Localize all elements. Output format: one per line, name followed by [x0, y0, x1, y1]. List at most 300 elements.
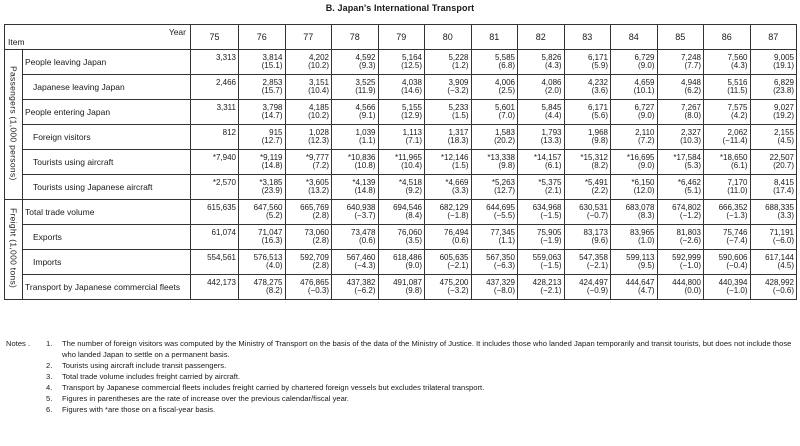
note-text: Tourists using aircraft include transit passengers. — [62, 361, 227, 370]
data-cell — [611, 150, 658, 175]
cell-change: (8.2) — [266, 286, 283, 295]
cell-value: 599,113 — [626, 253, 655, 262]
data-cell — [657, 225, 704, 250]
cell-change: (9.0) — [638, 111, 655, 120]
row-label: Transport by Japanese commercial fleets — [23, 275, 191, 300]
cell-value: 7,248 — [680, 53, 701, 62]
cell-value: 1,583 — [494, 128, 515, 137]
cell-change: (1.5) — [452, 161, 469, 170]
table-title: B. Japan's International Transport — [325, 3, 475, 13]
data-cell — [564, 50, 611, 75]
cell-value: *5,375 — [538, 178, 562, 187]
cell-change: (9.0) — [405, 261, 422, 270]
cell-change: (8.3) — [638, 211, 655, 220]
data-cell — [285, 225, 332, 250]
data-cell — [750, 75, 797, 100]
data-cell — [611, 125, 658, 150]
cell-change: (5.3) — [684, 161, 701, 170]
data-cell — [471, 225, 518, 250]
cell-value: 6,171 — [587, 103, 608, 112]
cell-change: (12.7) — [261, 136, 283, 145]
cell-value: 7,267 — [680, 103, 701, 112]
cell-value: 4,592 — [355, 53, 376, 62]
cell-value: *6,150 — [631, 178, 655, 187]
cell-change — [193, 137, 236, 145]
cell-value: 428,992 — [765, 278, 794, 287]
cell-value: 634,968 — [532, 203, 562, 212]
cell-value: 2,155 — [773, 128, 794, 137]
cell-change: (−1.3) — [726, 211, 748, 220]
data-cell — [611, 200, 658, 225]
cell-change: (12.5) — [401, 61, 422, 70]
cell-change: (2.0) — [545, 86, 562, 95]
data-cell — [611, 75, 658, 100]
cell-value: 476,865 — [300, 278, 329, 287]
year-header: 87 — [750, 25, 797, 50]
cell-value: 617,144 — [765, 253, 794, 262]
cell-value: 5,164 — [401, 53, 422, 62]
cell-change: (6.1) — [545, 161, 562, 170]
cell-change: (−3.2) — [447, 86, 469, 95]
data-cell — [518, 50, 565, 75]
data-cell — [471, 175, 518, 200]
data-cell — [518, 275, 565, 300]
data-cell — [518, 125, 565, 150]
cell-change: (−1.0) — [726, 286, 748, 295]
cell-value: 440,394 — [718, 278, 748, 287]
year-header: 85 — [657, 25, 704, 50]
year-header: 80 — [425, 25, 472, 50]
cell-change — [193, 262, 236, 270]
cell-value: 4,086 — [541, 78, 562, 87]
cell-change: (9.8) — [591, 136, 608, 145]
cell-value: 559,063 — [532, 253, 562, 262]
cell-change — [193, 287, 236, 295]
data-cell — [750, 225, 797, 250]
year-header: 77 — [285, 25, 332, 50]
cell-change: (1.5) — [452, 111, 469, 120]
table-row — [5, 100, 797, 125]
notes-heading — [6, 404, 46, 415]
data-cell — [285, 50, 332, 75]
data-cell — [518, 200, 565, 225]
cell-change: (10.2) — [308, 111, 329, 120]
notes-heading: Notes . — [6, 339, 31, 348]
cell-change: (17.4) — [773, 186, 794, 195]
data-cell — [471, 100, 518, 125]
table-row — [5, 50, 797, 75]
data-cell — [191, 225, 239, 250]
cell-change: (9.1) — [359, 111, 376, 120]
cell-change: (20.2) — [494, 136, 515, 145]
cell-change: (7.2) — [312, 161, 329, 170]
cell-value: 5,228 — [448, 53, 469, 62]
cell-change: (10.8) — [354, 161, 376, 170]
cell-value: 4,232 — [587, 78, 608, 87]
cell-change: (10.4) — [308, 86, 329, 95]
note-number: 1. — [46, 339, 53, 348]
data-cell — [750, 50, 797, 75]
cell-value: *2,570 — [212, 178, 236, 187]
cell-value: 4,566 — [355, 103, 376, 112]
data-cell — [285, 200, 332, 225]
data-cell — [471, 200, 518, 225]
year-header: 76 — [239, 25, 286, 50]
cell-change: (−0.6) — [772, 286, 794, 295]
cell-change: (9.0) — [638, 161, 655, 170]
cell-value: 1,793 — [541, 128, 562, 137]
cell-value: 688,335 — [765, 203, 794, 212]
data-cell — [657, 250, 704, 275]
data-cell — [750, 175, 797, 200]
cell-value: 2,110 — [635, 128, 655, 137]
cell-change: (2.1) — [545, 186, 562, 195]
cell-change: (9.0) — [638, 61, 655, 70]
cell-value: *12,146 — [440, 153, 469, 162]
note-item — [6, 371, 796, 382]
table-row — [5, 75, 797, 100]
cell-change: (2.2) — [591, 186, 608, 195]
data-cell — [285, 125, 332, 150]
cell-value: *6,462 — [677, 178, 701, 187]
cell-change: (9.8) — [498, 161, 515, 170]
data-cell — [657, 175, 704, 200]
cell-change: (10.3) — [680, 136, 701, 145]
cell-value: 444,647 — [625, 278, 655, 287]
cell-value: 618,486 — [393, 253, 422, 262]
data-cell — [425, 75, 472, 100]
cell-value: 2,062 — [727, 128, 748, 137]
data-cell — [704, 75, 751, 100]
data-cell — [518, 225, 565, 250]
table-row — [5, 125, 797, 150]
cell-value: 3,151 — [308, 78, 329, 87]
header-row — [5, 25, 797, 50]
note-item — [6, 360, 796, 371]
cell-change: (2.8) — [312, 261, 329, 270]
data-cell — [657, 100, 704, 125]
year-label: Year — [168, 27, 186, 37]
data-cell — [332, 100, 379, 125]
cell-value: 6,829 — [773, 78, 794, 87]
cell-value: 5,233 — [448, 103, 469, 112]
table-row — [5, 275, 797, 300]
cell-value: 3,311 — [216, 103, 236, 112]
year-header: 83 — [564, 25, 611, 50]
cell-change: (13.3) — [540, 136, 562, 145]
data-cell — [704, 125, 751, 150]
cell-change: (12.3) — [308, 136, 329, 145]
cell-change: (2.8) — [312, 211, 329, 220]
cell-change: (0.6) — [452, 236, 469, 245]
data-cell — [378, 250, 425, 275]
data-cell — [191, 275, 239, 300]
cell-value: 77,345 — [490, 228, 515, 237]
cell-value: 5,601 — [494, 103, 515, 112]
cell-value: 2,327 — [680, 128, 701, 137]
cell-change: (−1.5) — [540, 261, 562, 270]
section-label-cell — [5, 200, 23, 300]
cell-change: (14.7) — [261, 111, 283, 120]
cell-change: (3.3) — [777, 211, 794, 220]
cell-change: (13.2) — [308, 186, 329, 195]
cell-change: (−3.2) — [447, 286, 469, 295]
table-row — [5, 175, 797, 200]
row-label: Japanese leaving Japan — [23, 75, 191, 100]
data-cell — [564, 100, 611, 125]
cell-value: 554,561 — [207, 253, 236, 262]
cell-change: (−7.4) — [726, 236, 748, 245]
data-cell — [657, 150, 704, 175]
cell-value: 7,575 — [727, 103, 748, 112]
cell-change: (18.3) — [447, 136, 469, 145]
data-cell — [332, 125, 379, 150]
data-cell — [750, 100, 797, 125]
cell-change: (14.8) — [354, 186, 376, 195]
row-label: People entering Japan — [23, 100, 191, 125]
data-cell — [191, 75, 239, 100]
cell-change: (−1.8) — [447, 211, 469, 220]
cell-value: *9,119 — [259, 153, 283, 162]
data-cell — [191, 150, 239, 175]
year-header: 84 — [611, 25, 658, 50]
data-cell — [611, 225, 658, 250]
data-cell — [191, 200, 239, 225]
cell-value: 7,560 — [727, 53, 748, 62]
cell-change: (9.6) — [591, 236, 608, 245]
cell-change: (20.7) — [773, 161, 794, 170]
data-cell — [378, 50, 425, 75]
cell-value: 5,845 — [541, 103, 562, 112]
data-cell — [285, 275, 332, 300]
data-cell — [657, 50, 704, 75]
cell-value: 22,507 — [769, 153, 794, 162]
cell-value: *14,157 — [533, 153, 562, 162]
cell-value: 666,352 — [718, 203, 748, 212]
cell-change: (3.5) — [405, 236, 422, 245]
cell-change: (4.3) — [545, 61, 562, 70]
cell-value: 5,516 — [727, 78, 748, 87]
cell-change: (−3.7) — [354, 211, 376, 220]
data-cell — [332, 275, 379, 300]
cell-value: 478,275 — [253, 278, 283, 287]
cell-value: 9,027 — [773, 103, 794, 112]
note-item — [6, 393, 796, 404]
cell-change: (4.3) — [731, 61, 748, 70]
cell-value: 6,729 — [634, 53, 655, 62]
cell-value: 428,213 — [532, 278, 562, 287]
cell-change: (19.1) — [773, 61, 794, 70]
cell-value: 567,350 — [486, 253, 515, 262]
cell-change: (12.7) — [494, 186, 515, 195]
data-cell — [750, 125, 797, 150]
cell-value: 83,173 — [583, 228, 608, 237]
year-header: 82 — [518, 25, 565, 50]
cell-value: 2,853 — [262, 78, 283, 87]
cell-value: 683,078 — [625, 203, 655, 212]
cell-change — [193, 112, 236, 120]
cell-value: 647,560 — [253, 203, 283, 212]
cell-change: (8.2) — [591, 161, 608, 170]
cell-value: *7,940 — [212, 153, 236, 162]
cell-value: 605,635 — [439, 253, 469, 262]
data-cell — [285, 100, 332, 125]
cell-value: 547,358 — [579, 253, 608, 262]
data-cell — [704, 175, 751, 200]
cell-value: 76,060 — [397, 228, 422, 237]
notes-heading — [6, 393, 46, 404]
data-cell — [425, 200, 472, 225]
cell-change: (12.0) — [633, 186, 655, 195]
note-number: 6. — [46, 405, 53, 414]
row-label: Exports — [23, 225, 191, 250]
cell-change — [193, 87, 236, 95]
cell-change: (5.9) — [591, 61, 608, 70]
cell-change: (4.5) — [777, 136, 794, 145]
cell-change: (3.6) — [591, 86, 608, 95]
data-cell — [332, 250, 379, 275]
cell-change: (14.6) — [401, 86, 422, 95]
cell-value: 915 — [269, 128, 283, 137]
cell-value: 812 — [222, 128, 236, 137]
cell-change: (6.2) — [684, 86, 701, 95]
cell-change: (1.1) — [359, 136, 376, 145]
data-cell — [611, 275, 658, 300]
cell-value: 4,659 — [634, 78, 655, 87]
cell-value: 567,460 — [346, 253, 376, 262]
cell-change: (19.2) — [773, 111, 794, 120]
table-row — [5, 150, 797, 175]
data-cell — [611, 100, 658, 125]
cell-value: 682,129 — [439, 203, 469, 212]
data-cell — [332, 75, 379, 100]
section-label: Freight (1,000 tons) — [8, 208, 19, 289]
cell-change: (8.0) — [684, 111, 701, 120]
data-cell — [704, 225, 751, 250]
data-cell — [425, 250, 472, 275]
data-cell — [332, 175, 379, 200]
cell-value: 73,060 — [304, 228, 329, 237]
data-cell — [657, 275, 704, 300]
cell-change: (−1.2) — [679, 211, 701, 220]
cell-change: (−1.5) — [540, 211, 562, 220]
cell-change — [193, 187, 236, 195]
data-cell — [471, 75, 518, 100]
data-cell — [704, 100, 751, 125]
year-header: 86 — [704, 25, 751, 50]
cell-change: (4.0) — [266, 261, 283, 270]
cell-value: *16,695 — [626, 153, 655, 162]
data-cell — [704, 275, 751, 300]
item-label: Item — [8, 37, 25, 47]
cell-value: 5,826 — [541, 53, 562, 62]
data-cell — [239, 125, 286, 150]
cell-value: *11,965 — [395, 153, 422, 162]
data-cell — [239, 250, 286, 275]
year-header: 79 — [378, 25, 425, 50]
cell-value: 444,800 — [672, 278, 701, 287]
data-cell — [750, 275, 797, 300]
data-cell — [378, 275, 425, 300]
cell-value: 424,497 — [579, 278, 608, 287]
data-cell — [518, 250, 565, 275]
data-cell — [750, 200, 797, 225]
notes-section — [6, 338, 796, 415]
data-cell — [704, 150, 751, 175]
cell-change: (−0.4) — [726, 261, 748, 270]
cell-change: (10.1) — [633, 86, 655, 95]
data-cell — [471, 50, 518, 75]
data-cell — [239, 275, 286, 300]
cell-value: 75,746 — [723, 228, 748, 237]
cell-change: (5.1) — [684, 186, 701, 195]
cell-change: (−0.3) — [307, 286, 329, 295]
data-cell — [750, 250, 797, 275]
data-cell — [750, 150, 797, 175]
cell-value: *3,185 — [259, 178, 283, 187]
transport-table — [4, 24, 797, 300]
cell-change: (3.3) — [452, 186, 469, 195]
cell-value: 1,968 — [587, 128, 608, 137]
data-cell — [564, 75, 611, 100]
cell-value: 61,074 — [211, 228, 236, 237]
cell-value: 437,382 — [346, 278, 376, 287]
cell-value: *3,605 — [305, 178, 329, 187]
cell-change: (0.0) — [684, 286, 701, 295]
cell-value: *4,669 — [445, 178, 469, 187]
cell-change — [193, 62, 236, 70]
cell-change: (1.1) — [498, 236, 515, 245]
cell-change: (−4.3) — [354, 261, 376, 270]
cell-value: 9,005 — [773, 53, 794, 62]
cell-change: (2.8) — [312, 236, 329, 245]
cell-value: 3,798 — [262, 103, 283, 112]
cell-value: 3,525 — [355, 78, 376, 87]
note-text: Figures with *are those on a fiscal-year basis. — [62, 405, 216, 414]
cell-change: (4.7) — [638, 286, 655, 295]
cell-value: 674,802 — [672, 203, 701, 212]
cell-change: (−5.5) — [493, 211, 515, 220]
cell-value: 6,727 — [634, 103, 655, 112]
data-cell — [332, 225, 379, 250]
cell-change — [193, 237, 236, 245]
cell-change: (−2.1) — [447, 261, 469, 270]
cell-value: 644,695 — [486, 203, 515, 212]
cell-change: (1.0) — [638, 236, 655, 245]
data-cell — [425, 225, 472, 250]
data-cell — [471, 275, 518, 300]
cell-change: (7.0) — [498, 111, 515, 120]
note-item — [6, 404, 796, 415]
cell-change: (14.8) — [261, 161, 283, 170]
cell-value: 576,513 — [253, 253, 283, 262]
cell-value: 3,313 — [215, 53, 236, 62]
cell-change: (−8.0) — [493, 286, 515, 295]
cell-change: (6.8) — [498, 61, 515, 70]
data-cell — [191, 50, 239, 75]
data-cell — [378, 150, 425, 175]
cell-change: (−0.9) — [586, 286, 608, 295]
cell-value: *4,518 — [398, 178, 422, 187]
data-cell — [425, 125, 472, 150]
cell-value: *4,139 — [352, 178, 376, 187]
notes-heading — [6, 360, 46, 371]
year-header: 75 — [191, 25, 239, 50]
cell-change: (−2.1) — [586, 261, 608, 270]
header-item-cell — [5, 25, 191, 50]
cell-value: 75,905 — [537, 228, 562, 237]
data-cell — [285, 250, 332, 275]
